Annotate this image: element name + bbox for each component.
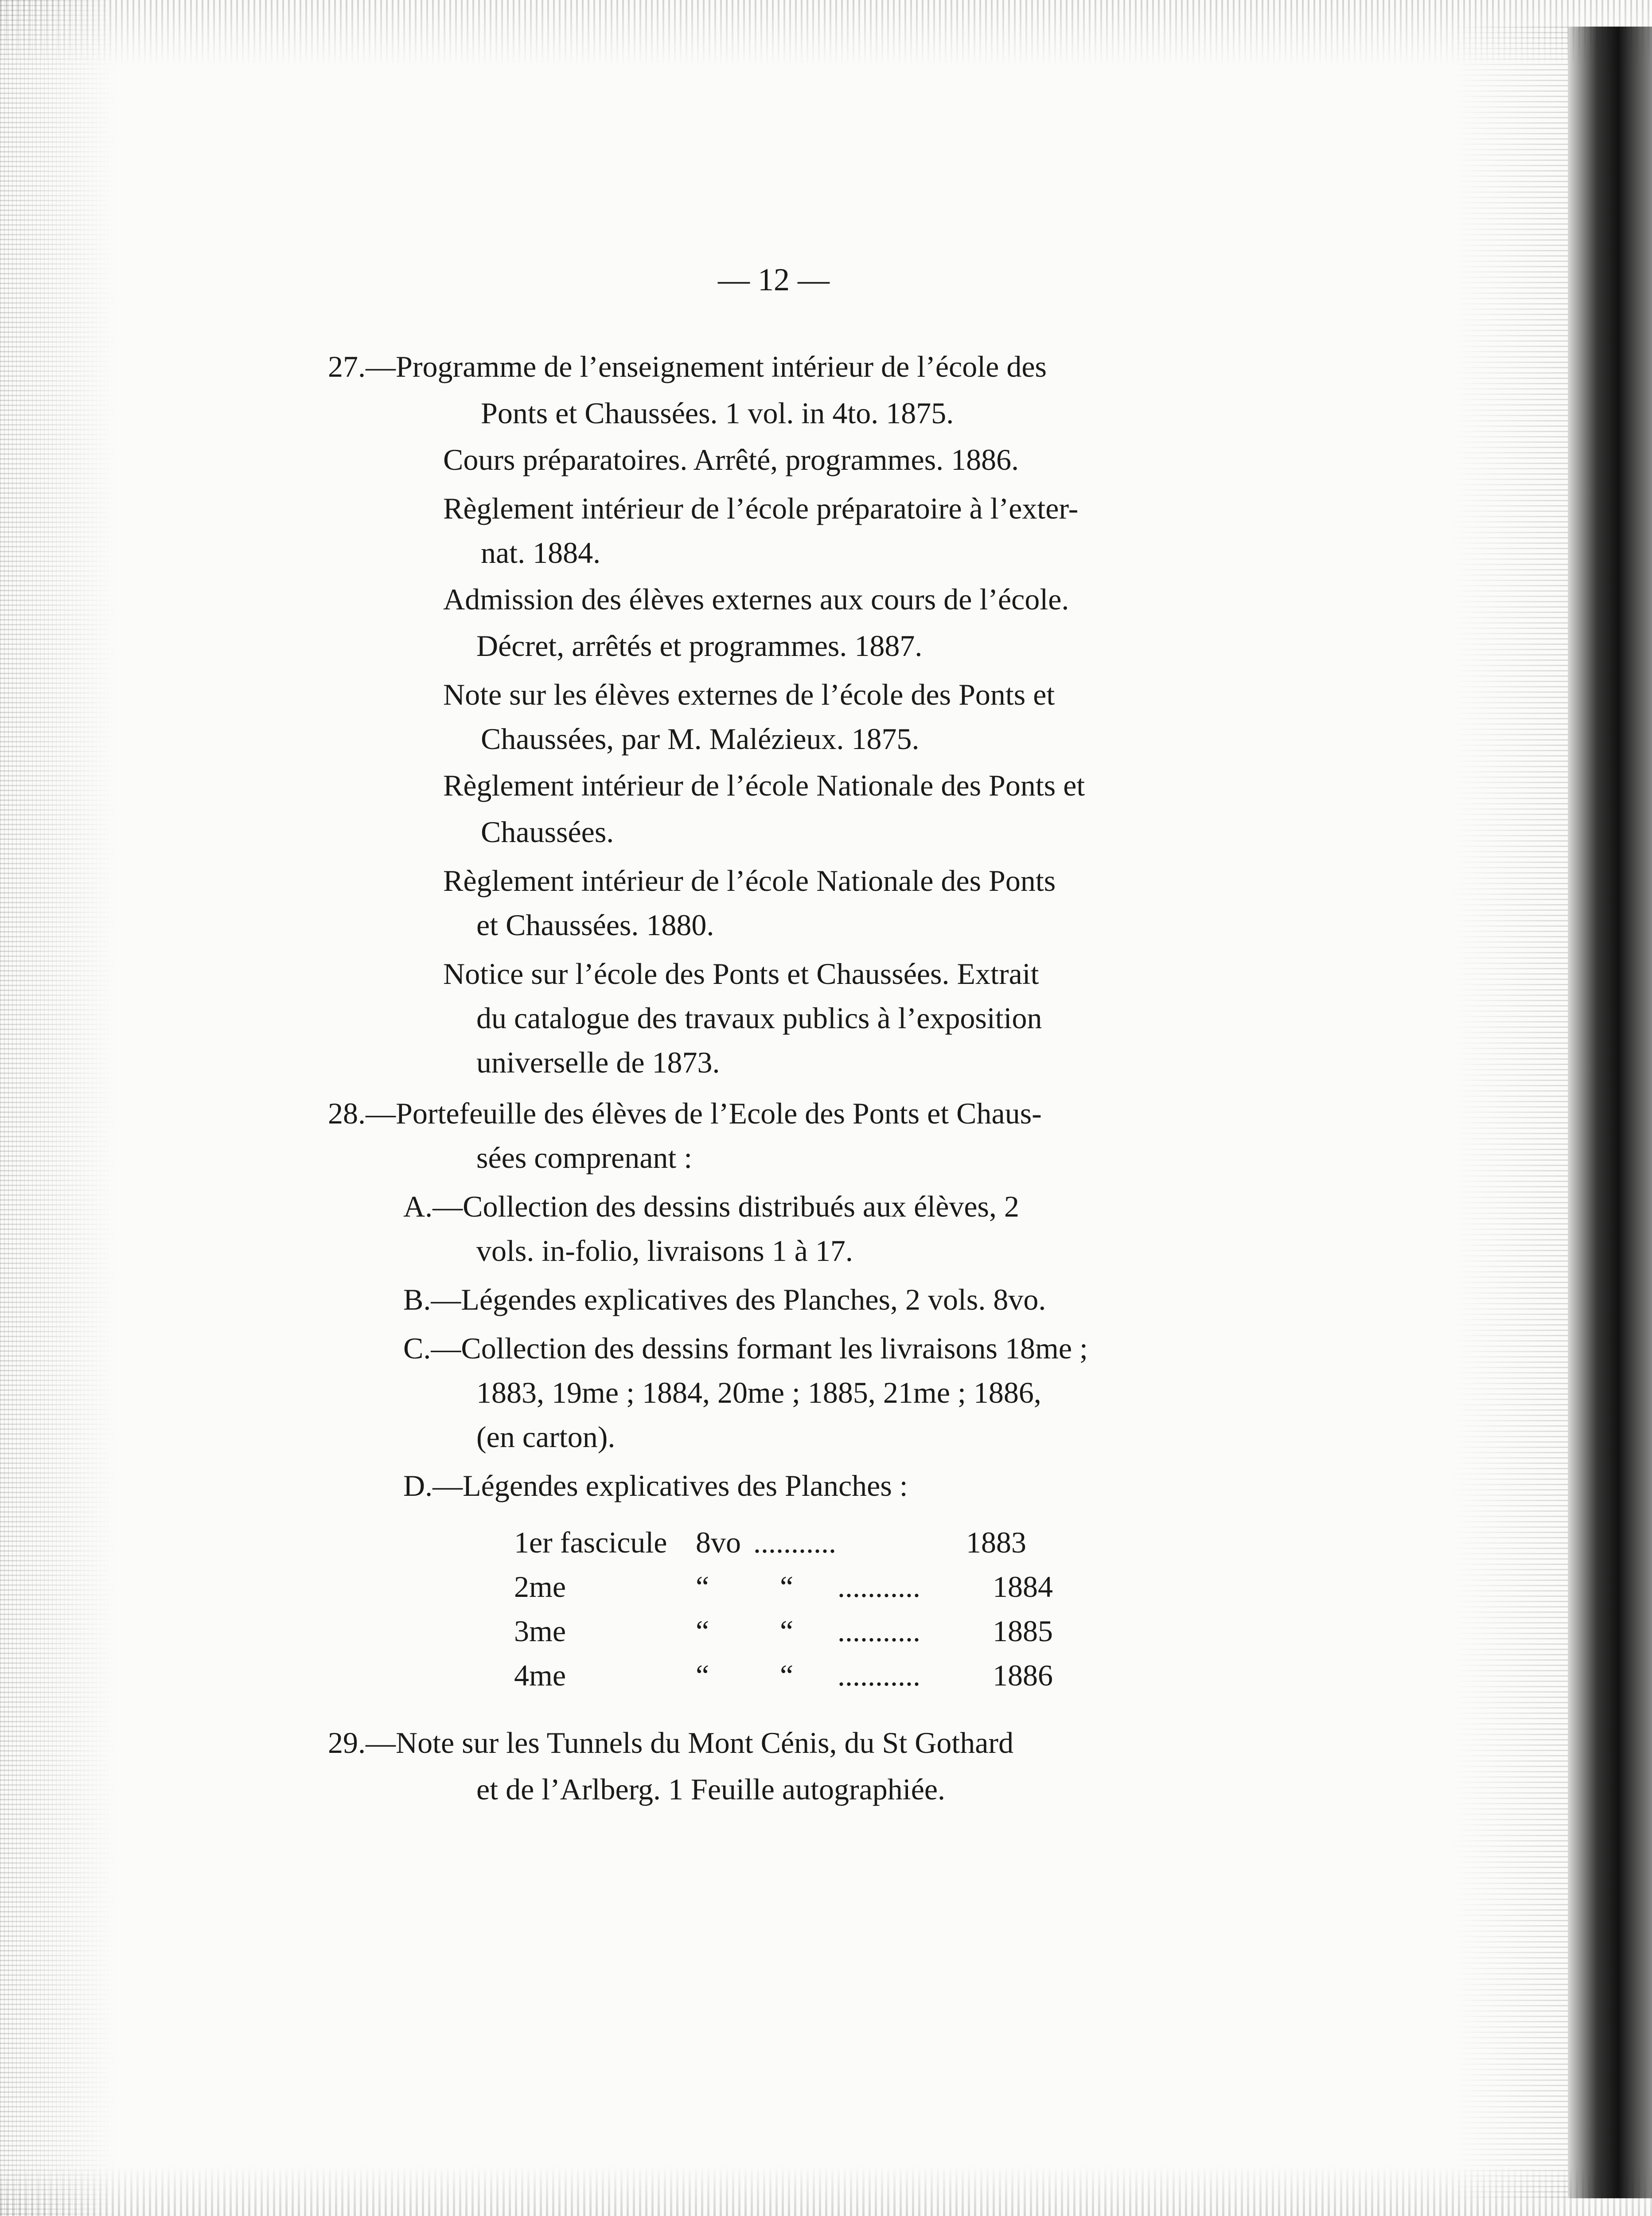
- fascicule-format: 8vo: [696, 1525, 741, 1559]
- scan-edge-right-speckle: [1453, 27, 1568, 2198]
- fascicule-row: [514, 1653, 1090, 1697]
- entry-28-C-line-1: C.—Collection des dessins formant les livraisons 18me ;: [403, 1331, 1088, 1365]
- entry-28-D-line-1: D.—Légendes explicatives des Planches :: [403, 1469, 908, 1502]
- entry-28-B-line-1: B.—Légendes explicatives des Planches, 2 vols. 8vo.: [403, 1283, 1046, 1316]
- entry-28-C-line-2: 1883, 19me ; 1884, 20me ; 1885, 21me ; 1886,: [476, 1376, 1041, 1409]
- ditto-mark: “: [780, 1570, 794, 1603]
- scan-edge-bottom: [0, 2165, 1652, 2216]
- entry-28-A-line-1: A.—Collection des dessins distribués aux élèves, 2: [403, 1190, 1020, 1223]
- entry-27-line-1: 27.—Programme de l’enseignement intérieur de l’école des: [328, 350, 1047, 383]
- fascicule-label: 3me: [514, 1614, 566, 1648]
- fascicule-leader: ...........: [838, 1658, 920, 1692]
- entry-27-line-5: nat. 1884.: [481, 536, 601, 570]
- ditto-mark: “: [780, 1658, 794, 1692]
- entry-27-line-9: Chaussées, par M. Malézieux. 1875.: [481, 722, 920, 756]
- fascicule-table: [514, 1520, 1090, 1697]
- entry-27-line-13: et Chaussées. 1880.: [476, 908, 714, 942]
- fascicule-format: [589, 1653, 780, 1697]
- entry-27-line-14: Notice sur l’école des Ponts et Chaussées. Extrait: [443, 957, 1039, 991]
- entry-27-line-2: Ponts et Chaussées. 1 vol. in 4to. 1875.: [481, 396, 954, 430]
- fascicule-leader: ...........: [753, 1525, 836, 1559]
- entry-27-line-6: Admission des élèves externes aux cours de l’école.: [443, 582, 1069, 616]
- scan-edge-top: [0, 0, 1652, 66]
- fascicule-format: [589, 1609, 780, 1653]
- fascicule-row: [514, 1609, 1090, 1653]
- entry-29-line-1: 29.—Note sur les Tunnels du Mont Cénis, du St Gothard: [328, 1726, 1014, 1760]
- fascicule-year: 1885: [993, 1614, 1053, 1648]
- scan-edge-left: [0, 0, 115, 2216]
- fascicule-leader: ...........: [838, 1570, 920, 1603]
- entry-27-line-16: universelle de 1873.: [476, 1046, 720, 1079]
- entry-27-line-7: Décret, arrêtés et programmes. 1887.: [476, 629, 923, 663]
- fascicule-row: [514, 1520, 1090, 1564]
- entry-27-line-8: Note sur les élèves externes de l’école des Ponts et: [443, 678, 1055, 711]
- fascicule-label: 2me: [514, 1570, 566, 1603]
- entry-28-line-2: sées comprenant :: [476, 1141, 693, 1174]
- entry-27-line-4: Règlement intérieur de l’école préparatoire à l’exter-: [443, 492, 1079, 525]
- entry-27-line-15: du catalogue des travaux publics à l’exposition: [476, 1001, 1042, 1035]
- fascicule-year: 1884: [993, 1570, 1053, 1603]
- entry-29-line-2: et de l’Arlberg. 1 Feuille autographiée.: [476, 1772, 946, 1806]
- ditto-mark: “: [696, 1658, 709, 1692]
- fascicule-label: 4me: [514, 1658, 566, 1692]
- scan-edge-right-binding: [1568, 27, 1652, 2198]
- entry-27-line-10: Règlement intérieur de l’école Nationale des Ponts et: [443, 769, 1085, 802]
- entry-28-C-line-3: (en carton).: [476, 1420, 616, 1454]
- entry-27-line-11: Chaussées.: [481, 815, 614, 849]
- ditto-mark: “: [780, 1614, 794, 1648]
- fascicule-label: 1er fascicule: [514, 1525, 667, 1559]
- fascicule-format: [589, 1564, 780, 1609]
- fascicule-year: 1886: [993, 1658, 1053, 1692]
- page-number: — 12 —: [718, 262, 830, 297]
- entry-27-line-12: Règlement intérieur de l’école Nationale des Ponts: [443, 864, 1056, 897]
- entry-27-line-3: Cours préparatoires. Arrêté, programmes. 1886.: [443, 443, 1019, 476]
- entry-28-A-line-2: vols. in-folio, livraisons 1 à 17.: [476, 1234, 853, 1268]
- entry-28-line-1: 28.—Portefeuille des élèves de l’Ecole des Ponts et Chaus-: [328, 1096, 1042, 1130]
- fascicule-leader: ...........: [838, 1614, 920, 1648]
- ditto-mark: “: [696, 1570, 709, 1603]
- ditto-mark: “: [696, 1614, 709, 1648]
- fascicule-year: 1883: [966, 1525, 1026, 1559]
- fascicule-row: [514, 1564, 1090, 1609]
